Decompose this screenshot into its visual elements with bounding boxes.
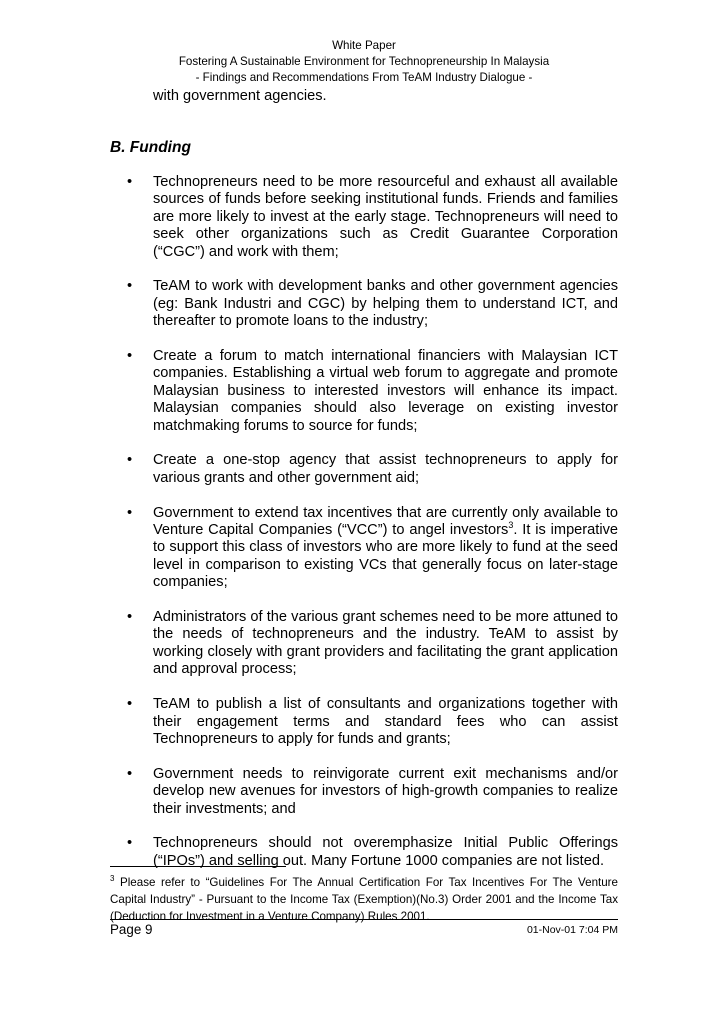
- list-item-text: Administrators of the various grant schemes need to be more attuned to the needs of technopreneurs and the industry. TeAM to assist by working closely with grant providers and facilitating the grant application and approval process;: [153, 609, 618, 678]
- bullet-icon: •: [127, 174, 133, 190]
- continuation-text: with government agencies.: [153, 88, 327, 104]
- bullet-icon: •: [127, 609, 133, 626]
- list-item-text: [153, 505, 618, 592]
- list-item-text-end: . It is imperative to support this class of investors who are more likely to fund at the seed level in comparison to existing VCs that generally focus on later-stage companies;: [153, 522, 618, 591]
- header-doc-type: White Paper: [332, 39, 396, 52]
- list-item-text: Create a forum to match international financiers with Malaysian ICT companies. Establishing a virtual web forum to aggregate and promote Malaysian business to interested investors will enhance its impact. Malaysian companies should also leverage on existing investor matchmaking forums to source for funds;: [153, 348, 618, 434]
- bullet-icon: •: [127, 835, 133, 852]
- section-heading: B. Funding: [110, 139, 191, 156]
- list-item: [110, 348, 618, 435]
- list-item-text: Government needs to reinvigorate current exit mechanisms and/or develop new avenues for investors of high-growth companies to realize their investments; and: [153, 765, 618, 817]
- page-number: Page 9: [110, 922, 153, 937]
- bullet-icon: •: [127, 696, 133, 713]
- bullet-icon: •: [127, 452, 133, 469]
- footnote-reference[interactable]: 3: [508, 520, 514, 531]
- list-item-text-start: Government to extend tax incentives that are currently only available to Venture Capital Companies (“VCC”) to angel investors: [153, 504, 618, 539]
- header-title: Fostering A Sustainable Environment for Technopreneurship In Malaysia: [178, 55, 550, 68]
- list-item-text: Technopreneurs should not overemphasize Initial Public Offerings (“IPOs”) and selling out. Many Fortune 1000 companies are not listed.: [153, 835, 618, 869]
- bullet-icon: •: [127, 348, 133, 365]
- footnote: [110, 874, 618, 925]
- bullet-icon: •: [127, 278, 133, 295]
- list-item-text: TeAM to work with development banks and other government agencies (eg: Bank Industri and CGC) by helping them to understand ICT, and thereafter to promote loans to the industry;: [153, 278, 618, 330]
- list-item: [110, 696, 618, 748]
- funding-list: [110, 174, 618, 888]
- list-item: [110, 766, 618, 818]
- footnote-marker: 3: [110, 874, 115, 884]
- footnote-text: Please refer to “Guidelines For The Annual Certification For Tax Incentives For The Venture Capital Industry” - Pursuant to the Income Tax (Exemption)(No.3) Order 2001 and the Income Tax (Deduction for Investment in a Venture Company) Rules 2001.: [110, 876, 618, 923]
- footnote-separator: [110, 866, 286, 867]
- header-subtitle: - Findings and Recommendations From TeAM Industry Dialogue -: [195, 71, 533, 84]
- list-item: [110, 609, 618, 679]
- list-item: [110, 452, 618, 487]
- footer-divider: [110, 919, 618, 920]
- list-item: [110, 278, 618, 330]
- list-item: [110, 835, 618, 870]
- print-timestamp: 01-Nov-01 7:04 PM: [526, 924, 618, 936]
- list-item-text: TeAM to publish a list of consultants and organizations together with their engagement terms and standard fees who can assist Technopreneurs to apply for funds and grants;: [153, 696, 618, 747]
- list-item-text: Technopreneurs need to be more resourceful and exhaust all available sources of funds before seeking institutional funds. Friends and families are more likely to invest at the early stage. Technopreneurs will need to seek other organizations such as Credit Guarantee Corporation (“CGC”) and work with them;: [153, 174, 618, 260]
- list-item-text: Create a one-stop agency that assist technopreneurs to apply for various grants and other government aid;: [153, 452, 618, 486]
- bullet-icon: •: [127, 504, 133, 521]
- list-item: [110, 505, 618, 592]
- bullet-icon: •: [127, 765, 133, 782]
- list-item: [110, 174, 618, 261]
